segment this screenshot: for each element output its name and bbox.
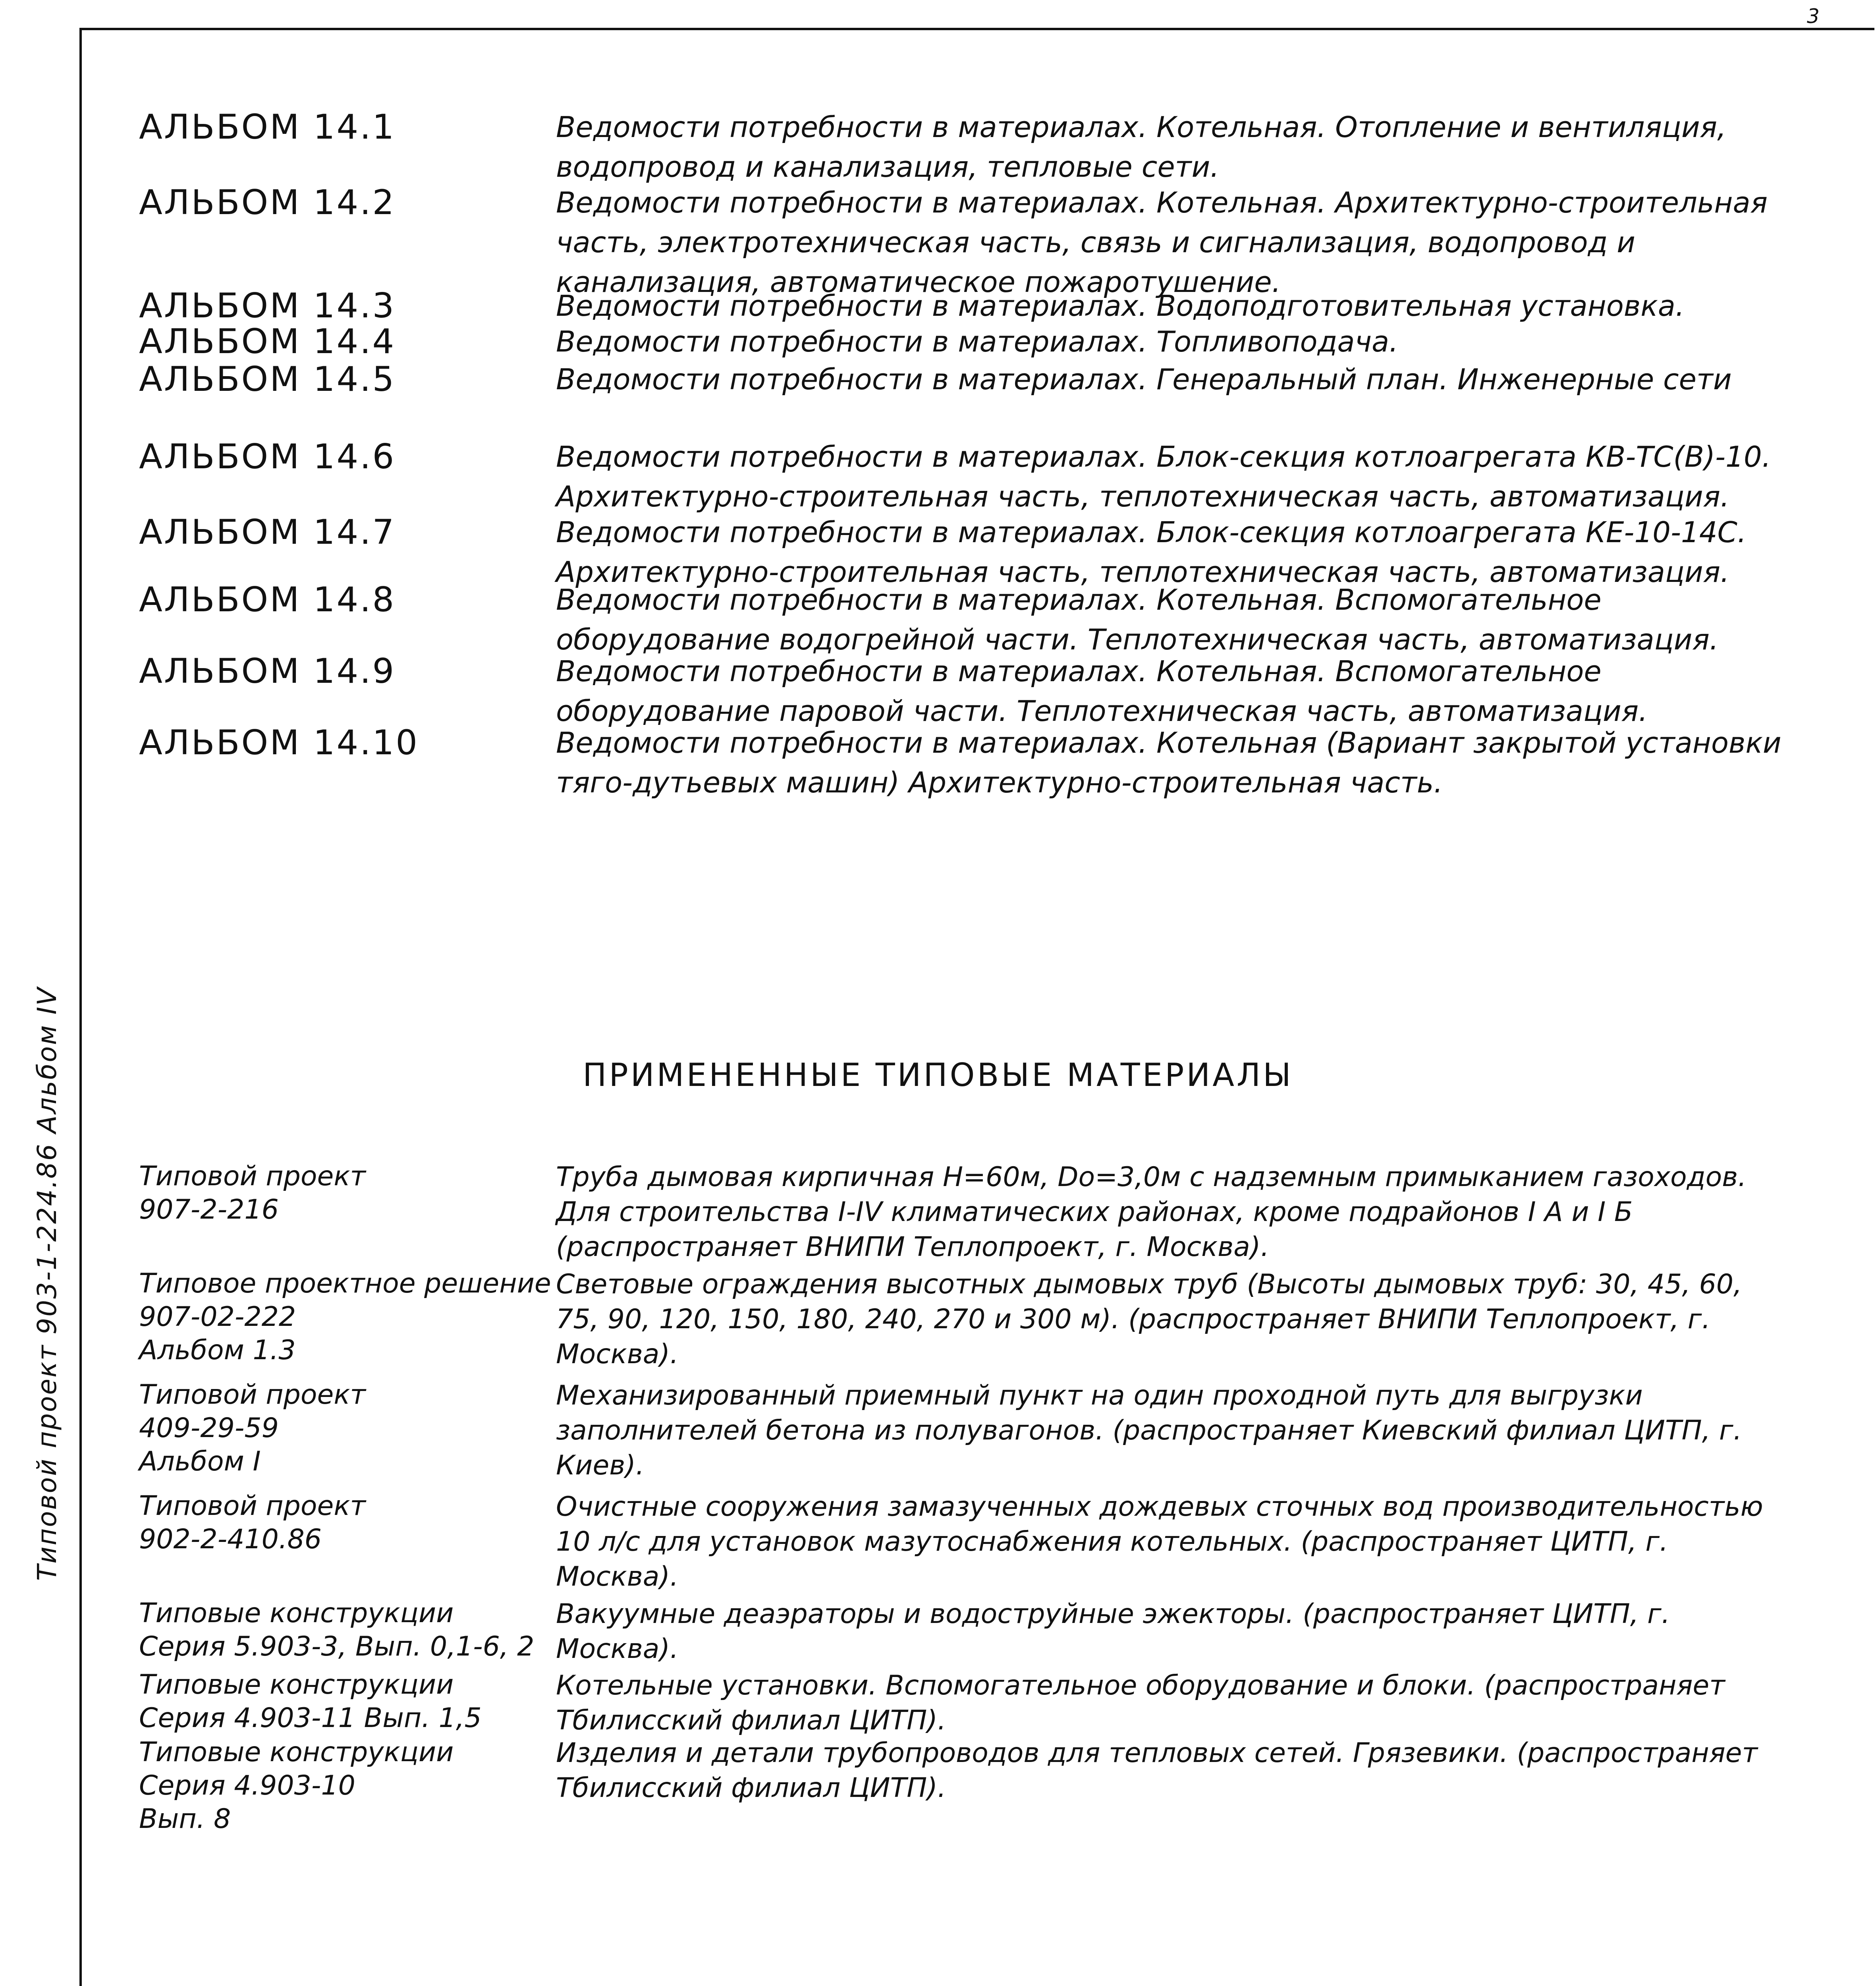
- album-row: [139, 107, 1787, 187]
- material-row: [139, 1160, 1787, 1265]
- material-description: Котельные установки. Вспомогательное оборудование и блоки. (распространяет Тбилисский филиал ЦИТП).: [556, 1670, 1725, 1736]
- material-reference: Типовой проект 409-29-59 Альбом I: [139, 1379, 366, 1477]
- album-row: [139, 359, 1787, 399]
- material-row: [139, 1736, 1787, 1836]
- album-row: [139, 580, 1787, 659]
- album-label: АЛЬБОМ 14.6: [139, 437, 396, 477]
- side-stamp-text: Типовой проект 903-1-224.86 Альбом IV: [32, 986, 62, 1581]
- album-description: Ведомости потребности в материалах. Котельная. Архитектурно-строительная часть, электротехническая часть, связь и сигнализация, водопровод и канализация, автоматическое пожаротушение.: [556, 186, 1768, 299]
- album-label: АЛЬБОМ 14.8: [139, 580, 396, 620]
- material-row: [139, 1378, 1787, 1483]
- album-description: Ведомости потребности в материалах. Водоподготовительная установка.: [556, 289, 1685, 323]
- album-row: [139, 437, 1787, 516]
- album-row: [139, 286, 1787, 326]
- material-row: [139, 1490, 1787, 1594]
- album-description: Ведомости потребности в материалах. Генеральный план. Инженерные сети: [556, 363, 1732, 396]
- page-number: 3: [1807, 5, 1820, 28]
- album-label: АЛЬБОМ 14.4: [139, 322, 396, 361]
- album-row: [139, 651, 1787, 731]
- material-description: Изделия и детали трубопроводов для тепловых сетей. Грязевики. (распространяет Тбилисский филиал ЦИТП).: [556, 1737, 1758, 1804]
- album-description: Ведомости потребности в материалах. Топливоподача.: [556, 325, 1399, 358]
- material-row: [139, 1597, 1787, 1667]
- material-description: Механизированный приемный пункт на один проходной путь для выгрузки заполнителей бетона из полувагонов. (распространяет Киевский филиал ЦИТП, г. Киев).: [556, 1380, 1742, 1481]
- album-row: [139, 322, 1787, 361]
- material-reference: Типовой проект 902-2-410.86: [139, 1490, 366, 1555]
- material-reference: Типовые конструкции Серия 4.903-10 Вып. 8: [139, 1737, 454, 1835]
- album-label: АЛЬБОМ 14.5: [139, 359, 396, 399]
- album-description: Ведомости потребности в материалах. Котельная (Вариант закрытой установки тяго-дутьевых машин) Архитектурно-строительная часть.: [556, 726, 1781, 799]
- material-reference: Типовые конструкции Серия 5.903-3, Вып. 0,1-6, 2: [139, 1598, 535, 1662]
- album-description: Ведомости потребности в материалах. Котельная. Вспомогательное оборудование паровой части. Теплотехническая часть, автоматизация.: [556, 655, 1648, 728]
- album-row: [139, 183, 1787, 302]
- material-row: [139, 1267, 1787, 1372]
- material-reference: Типовое проектное решение 907-02-222 Альбом 1.3: [139, 1268, 551, 1366]
- material-row: [139, 1668, 1787, 1738]
- album-description: Ведомости потребности в материалах. Блок-секция котлоагрегата КЕ-10-14С. Архитектурно-строительная часть, теплотехническая часть, автоматизация.: [556, 516, 1747, 589]
- album-description: Ведомости потребности в материалах. Котельная. Вспомогательное оборудование водогрейной части. Теплотехническая часть, автоматизация.: [556, 583, 1719, 656]
- album-description: Ведомости потребности в материалах. Котельная. Отопление и вентиляция, водопровод и канализация, тепловые сети.: [556, 110, 1726, 184]
- album-description: Ведомости потребности в материалах. Блок-секция котлоагрегата КВ-ТС(В)-10. Архитектурно-строительная часть, теплотехническая часть, автоматизация.: [556, 440, 1771, 513]
- section-heading: ПРИМЕНЕННЫЕ ТИПОВЫЕ МАТЕРИАЛЫ: [583, 1057, 1293, 1093]
- album-label: АЛЬБОМ 14.7: [139, 512, 396, 552]
- material-reference: Типовой проект 907-2-216: [139, 1161, 366, 1225]
- album-label: АЛЬБОМ 14.9: [139, 651, 396, 691]
- material-description: Световые ограждения высотных дымовых труб (Высоты дымовых труб: 30, 45, 60, 75, 90, 120, 150, 180, 240, 270 и 300 м). (распространяет ВНИПИ Теплопроект, г. Москва).: [556, 1269, 1742, 1370]
- material-description: Труба дымовая кирпичная Н=60м, Do=3,0м с надземным примыканием газоходов. Для строительства I-IV климатических районах, кроме подрайонов I А и I Б (распространяет ВНИПИ Теплопроект, г. Москва).: [556, 1161, 1747, 1263]
- material-reference: Типовые конструкции Серия 4.903-11 Вып. 1,5: [139, 1669, 482, 1734]
- album-label: АЛЬБОМ 14.2: [139, 183, 396, 222]
- album-label: АЛЬБОМ 14.3: [139, 286, 396, 326]
- material-description: Вакуумные деаэраторы и водоструйные эжекторы. (распространяет ЦИТП, г. Москва).: [556, 1598, 1670, 1665]
- album-row: [139, 723, 1787, 802]
- album-label: АЛЬБОМ 14.1: [139, 107, 396, 147]
- material-description: Очистные сооружения замазученных дождевых сточных вод производительностью 10 л/с для установок мазутоснабжения котельных. (распространяет ЦИТП, г. Москва).: [556, 1491, 1763, 1592]
- album-label: АЛЬБОМ 14.10: [139, 723, 419, 763]
